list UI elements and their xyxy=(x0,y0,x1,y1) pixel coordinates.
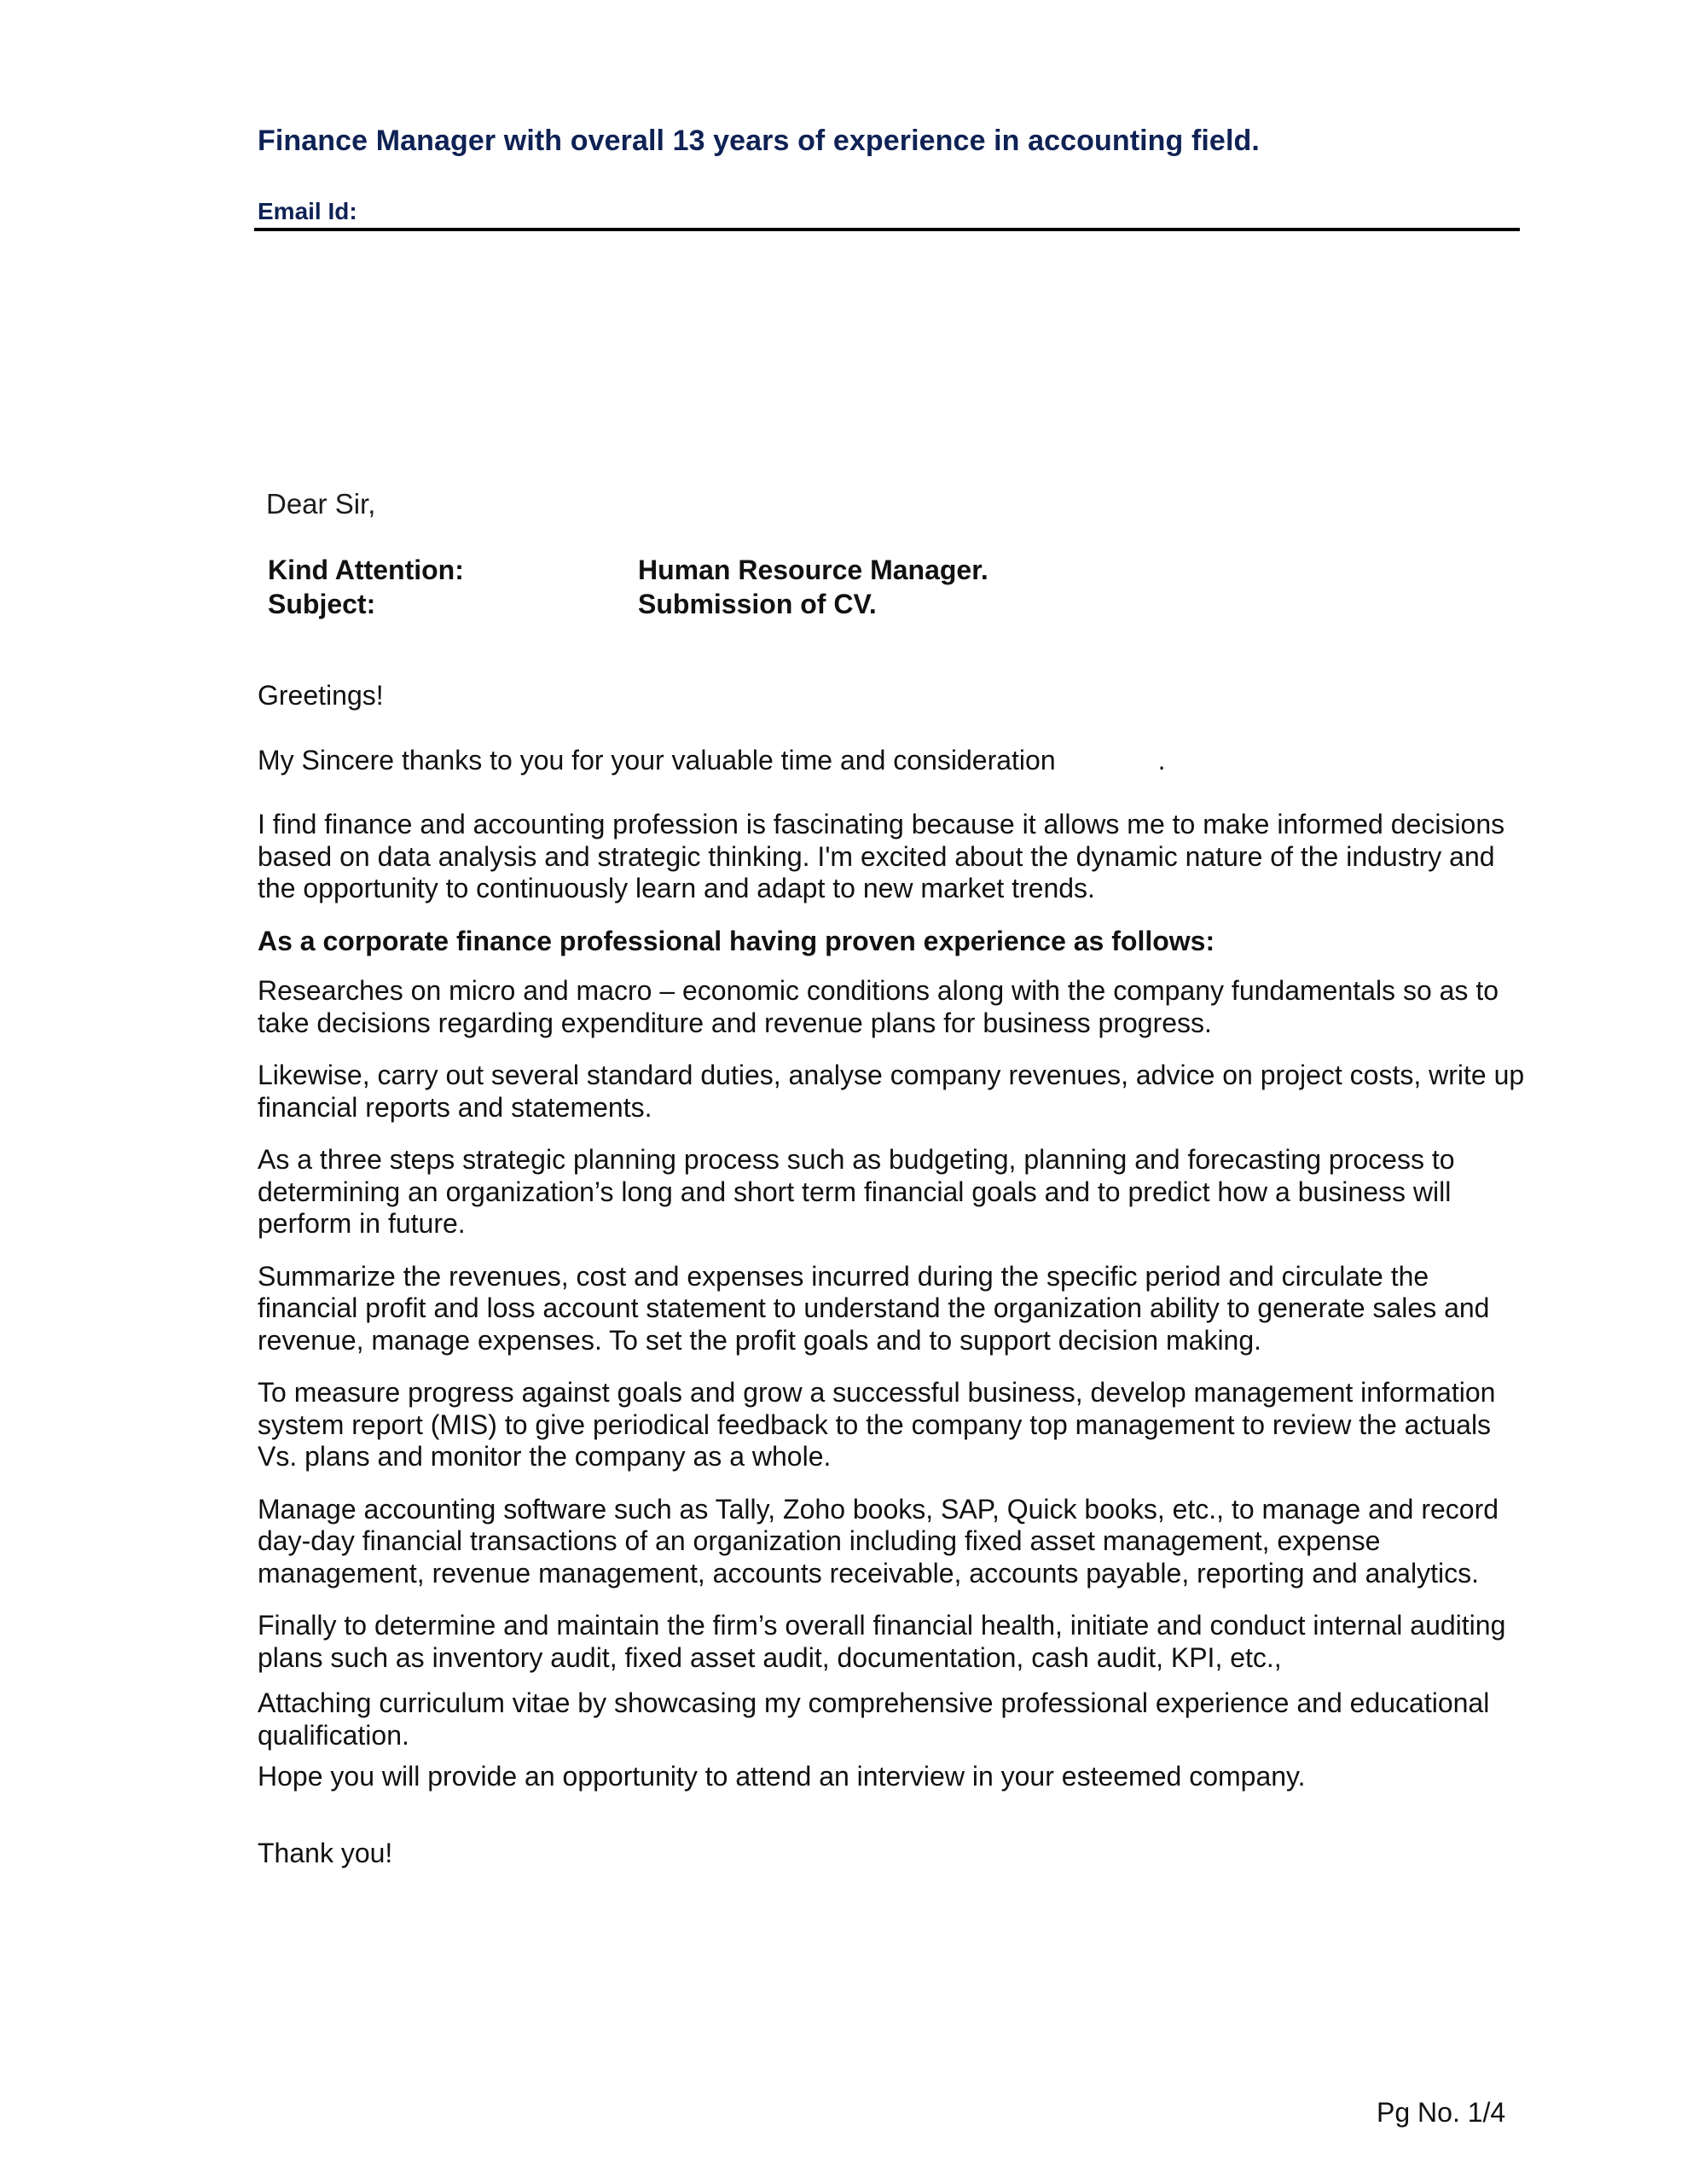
salutation: Dear Sir, xyxy=(266,488,376,520)
thanks-paragraph xyxy=(258,745,1528,777)
attachment-note: Attaching curriculum vitae by showcasing my comprehensive professional experience and educational qualification. xyxy=(258,1687,1490,1751)
intro-paragraph: I find finance and accounting profession is fascinating because it allows me to make informed decisions based on data analysis and strategic thinking. I'm excited about the dynamic nature of the industry and the opportunity to continuously learn and adapt to new market trends. xyxy=(258,809,1505,903)
email-row xyxy=(258,198,380,225)
experience-item: To measure progress against goals and grow a successful business, develop management information system report (MIS) to give periodical feedback to the company top management to review the actuals Vs. plans and monitor the company as a whole. xyxy=(258,1377,1496,1472)
meta-row-attention xyxy=(268,553,988,587)
meta-label: Kind Attention: xyxy=(268,555,464,585)
experience-item: Summarize the revenues, cost and expenses incurred during the specific period and circulate the financial profit and loss account statement to understand the organization ability to generate sales and revenue, manage expenses. To set the profit goals and to support decision making. xyxy=(258,1260,1490,1356)
email-label: Email Id: xyxy=(258,198,357,224)
experience-item: As a three steps strategic planning process such as budgeting, planning and forecasting process to determining an organization’s long and short term financial goals and to predict how a business will perform in future. xyxy=(258,1144,1455,1239)
header-divider xyxy=(254,228,1520,231)
experience-heading: As a corporate finance professional having proven experience as follows: xyxy=(258,925,1215,956)
meta-label: Subject: xyxy=(268,589,376,619)
letter-meta xyxy=(268,553,988,621)
letter-body xyxy=(258,680,1528,1869)
thanks-text: My Sincere thanks to you for your valuable time and consideration xyxy=(258,744,1056,775)
thanks-trailing: . xyxy=(1157,744,1166,775)
experience-item: Manage accounting software such as Tally, Zoho books, SAP, Quick books, etc., to manage and record day-day financial transactions of an organization including fixed asset management, expense management, revenue management, accounts receivable, accounts payable, reporting and analytics. xyxy=(258,1493,1499,1589)
sign-off: Thank you! xyxy=(258,1837,393,1868)
closing-request: Hope you will provide an opportunity to attend an interview in your esteemed company. xyxy=(258,1761,1306,1792)
experience-item: Finally to determine and maintain the firm’s overall financial health, initiate and conduct internal auditing plans such as inventory audit, fixed asset audit, documentation, cash audit, KPI, etc., xyxy=(258,1610,1506,1673)
experience-item: Likewise, carry out several standard duties, analyse company revenues, advice on project costs, write up financial reports and statements. xyxy=(258,1060,1525,1123)
experience-item: Researches on micro and macro – economic conditions along with the company fundamentals so as to take decisions regarding expenditure and revenue plans for business progress. xyxy=(258,975,1499,1038)
page-number: Pg No. 1/4 xyxy=(1377,2097,1506,2128)
meta-row-subject xyxy=(268,587,988,621)
meta-value: Submission of CV. xyxy=(638,589,877,619)
greeting: Greetings! xyxy=(258,680,384,711)
document-title: Finance Manager with overall 13 years of experience in accounting field. xyxy=(258,125,1260,157)
meta-value: Human Resource Manager. xyxy=(638,555,988,585)
